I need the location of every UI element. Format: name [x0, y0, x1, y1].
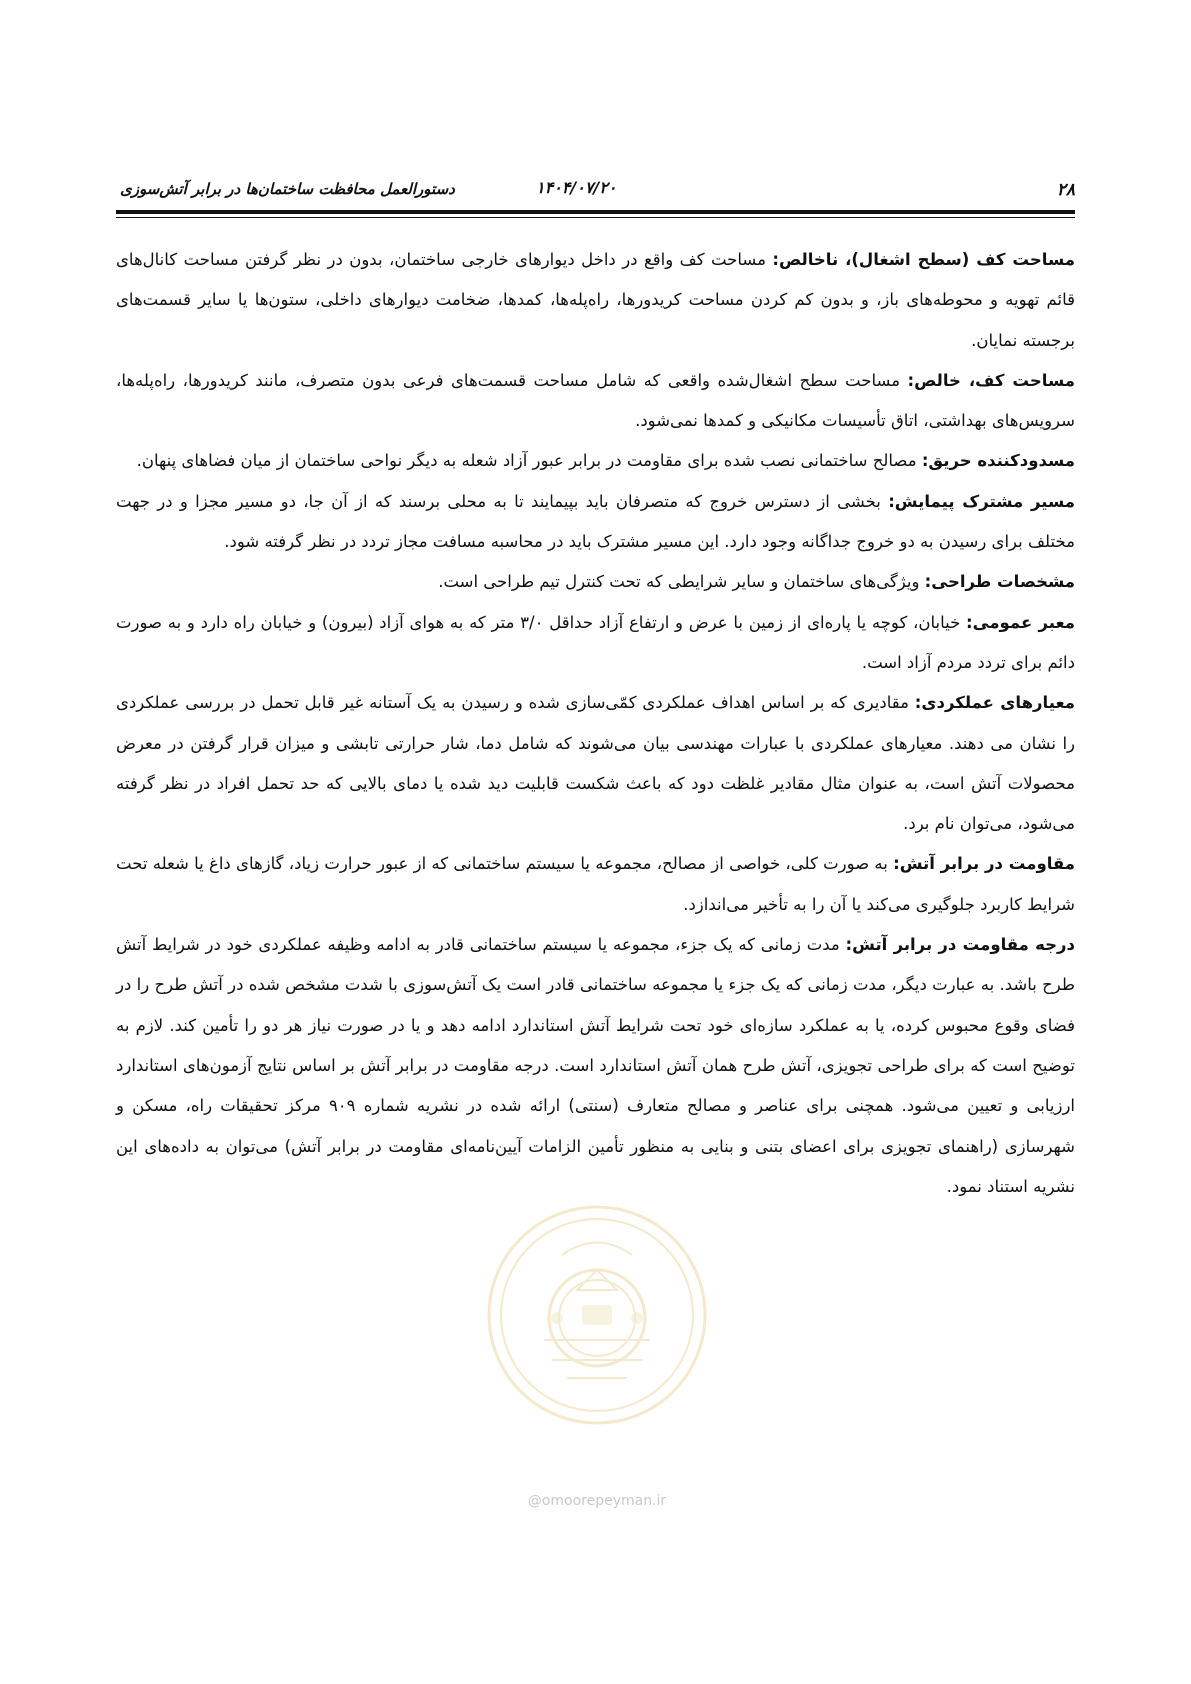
definition-term: مساحت کف، خالص: [907, 370, 1075, 390]
page-header [116, 174, 1075, 204]
definitions-body [116, 240, 1075, 1207]
header-rule-thin [116, 217, 1075, 218]
definition-text: مقادیری که بر اساس اهداف عملکردی کمّی‌سازی شده و رسیدن به یک آستانه غیر قابل تحمل در بررسی عملکردی را نشان می دهند. معیارهای عملکردی با عبارات مهندسی بیان می‌شوند که شامل دما، شار حرارتی تابشی و میزان قرار گرفتن در معرض محصولات آتش است، به عنوان مثال مقادیر غلظت دود که باعث شکست قابلیت دید شده یا دمای بالایی که حد تحمل افراد در نظر گرفته می‌شود، می‌توان نام برد. [116, 693, 1075, 834]
definition-term: معبر عمومی: [966, 612, 1075, 632]
definition-paragraph [116, 925, 1075, 1207]
definition-text: ویژگی‌های ساختمان و سایر شرایطی که تحت کنترل تیم طراحی است. [438, 572, 925, 592]
header-rule-thick [116, 210, 1075, 214]
definition-text: خیابان، کوچه یا پاره‌ای از زمین با عرض و ارتفاع آزاد حداقل ۳/۰ متر که به هوای آزاد (بیرون) و خیابان راه دارد و به صورت دائم برای تردد مردم آزاد است. [116, 612, 1075, 672]
definition-term: درجه مقاومت در برابر آتش: [845, 935, 1075, 955]
watermark-seal-icon [482, 1200, 712, 1430]
header-date: ۱۴۰۴/۰۷/۲۰ [536, 178, 617, 197]
definition-term: مقاومت در برابر آتش: [893, 854, 1075, 874]
definition-paragraph [116, 844, 1075, 925]
definition-paragraph [116, 603, 1075, 684]
definition-term: مشخصات طراحی: [924, 572, 1075, 592]
definition-term: معیارهای عملکردی: [914, 693, 1076, 713]
definition-paragraph [116, 482, 1075, 563]
definition-text: بخشی از دسترس خروج که متصرفان باید بپیمایند تا به محلی برسند که از آن جا، دو مسیر مجزا و در جهت مختلف برای رسیدن به دو خروج جداگانه وجود دارد. این مسیر مشترک باید در محاسبه مسافت مجاز تردد در نظر گرفته شود. [116, 491, 1075, 552]
definition-text: مدت زمانی که یک جزء، مجموعه یا سیستم ساختمانی قادر به ادامه وظیفه عملکردی خود در شرایط آتش طرح باشد. به عبارت دیگر، مدت زمانی که یک جزء یا مجموعه ساختمانی قادر است یک آتش‌سوزی با شدت مشخص شده در آتش طرح را در فضای وقوع محبوس کرده، یا به عملکرد سازه‌ای خود تحت شرایط آتش استاندارد ادامه دهد و یا در صورت نیاز هر دو را تأمین کند. لازم به توضیح است که برای طراحی تجویزی، آتش طرح همان آتش استاندارد است. درجه مقاومت در برابر آتش بر اساس نتایج آزمون‌های استاندارد ارزیابی و تعیین می‌شود. همچنی برای عناصر و مصالح متعارف (سنتی) ارائه شده در نشریه شماره ۹۰۹ مرکز تحقیقات راه، مسکن و شهرسازی (راهنمای تجویزی برای اعضای بتنی و بنایی به منظور تأمین الزامات آیین‌نامه‌ای مقاومت در برابر آتش) می‌توان به داده‌های این نشریه استناد نمود. [116, 935, 1076, 1196]
definition-paragraph [116, 683, 1075, 844]
watermark-site-text: @omoorepeyman.ir [527, 1493, 667, 1509]
definition-text: مساحت سطح اشغال‌شده واقعی که شامل مساحت قسمت‌های فرعی بدون متصرف، مانند کریدورها، راه‌پله‌ها، سرویس‌های بهداشتی، اتاق تأسیسات مکانیکی و کمدها نمی‌شود. [116, 370, 1075, 431]
definition-term: مسیر مشترک پیمایش: [888, 491, 1076, 511]
definition-text: مساحت کف واقع در داخل دیوارهای خارجی ساختمان، بدون در نظر گرفتن مساحت کانال‌های قائم تهویه و محوطه‌های باز، و بدون کم کردن مساحت کریدورها، راه‌پله‌ها، کمدها، ضخامت دیوارهای داخلی، ستون‌ها یا سایر قسمت‌های برجسته نمایان. [116, 250, 1075, 350]
definition-paragraph [116, 441, 1075, 481]
page-number: ۲۸ [1056, 180, 1075, 200]
definition-term: مساحت کف (سطح اشغال)، ناخالص: [772, 250, 1075, 269]
definition-term: مسدودکننده حریق: [921, 451, 1075, 471]
definition-paragraph [116, 562, 1075, 602]
running-title: دستورالعمل محافظت ساختمان‌ها در برابر آتش‌سوزی [120, 180, 455, 198]
definition-text: به صورت کلی، خواصی از مصالح، مجموعه یا سیستم ساختمانی که از عبور حرارت زیاد، گازهای داغ یا شعله تحت شرایط کاربرد جلوگیری می‌کند یا آن را به تأخیر می‌اندازد. [116, 854, 1075, 914]
definition-paragraph [116, 240, 1075, 361]
definition-text: مصالح ساختمانی نصب شده برای مقاومت در برابر عبور آزاد شعله به دیگر نواحی ساختمان از میان فضاهای پنهان. [136, 451, 922, 471]
definition-paragraph [116, 361, 1075, 442]
